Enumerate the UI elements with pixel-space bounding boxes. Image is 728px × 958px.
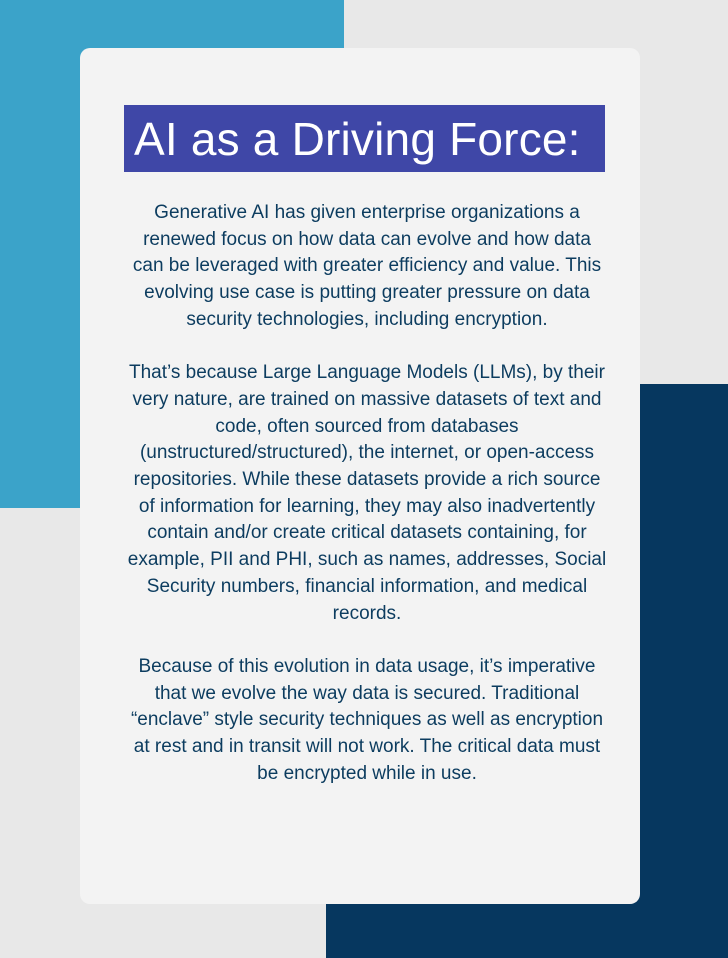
paragraph-intro: Generative AI has given enterprise organizations a renewed focus on how data can evolve and how data can be leveraged with greater efficiency and value. This evolving use case is putting greater pressure on data security technologies, including encryption.	[132, 202, 602, 330]
page-title: AI as a Driving Force:	[134, 112, 581, 165]
paragraph-llms: That’s because Large Language Models (LLMs), by their very nature, are trained on massive datasets of text and code, often sourced from databases (unstructured/structured), the internet, or open-access repositories. While these datasets provide a rich source of information for learning, they may also inadvertently contain and/or create critical datasets containing, for example, PII and PHI, such as names, addresses, Social Security numbers, financial information, and medical records.	[127, 362, 607, 624]
content-card	[80, 48, 640, 904]
body-text	[126, 200, 608, 787]
title-banner	[124, 105, 605, 172]
paragraph-conclusion: Because of this evolution in data usage, it’s imperative that we evolve the way data is secured. Traditional “enclave” style security techniques as well as encryption at rest and in transit will not work. The critical data must be encrypted while in use.	[130, 655, 604, 784]
